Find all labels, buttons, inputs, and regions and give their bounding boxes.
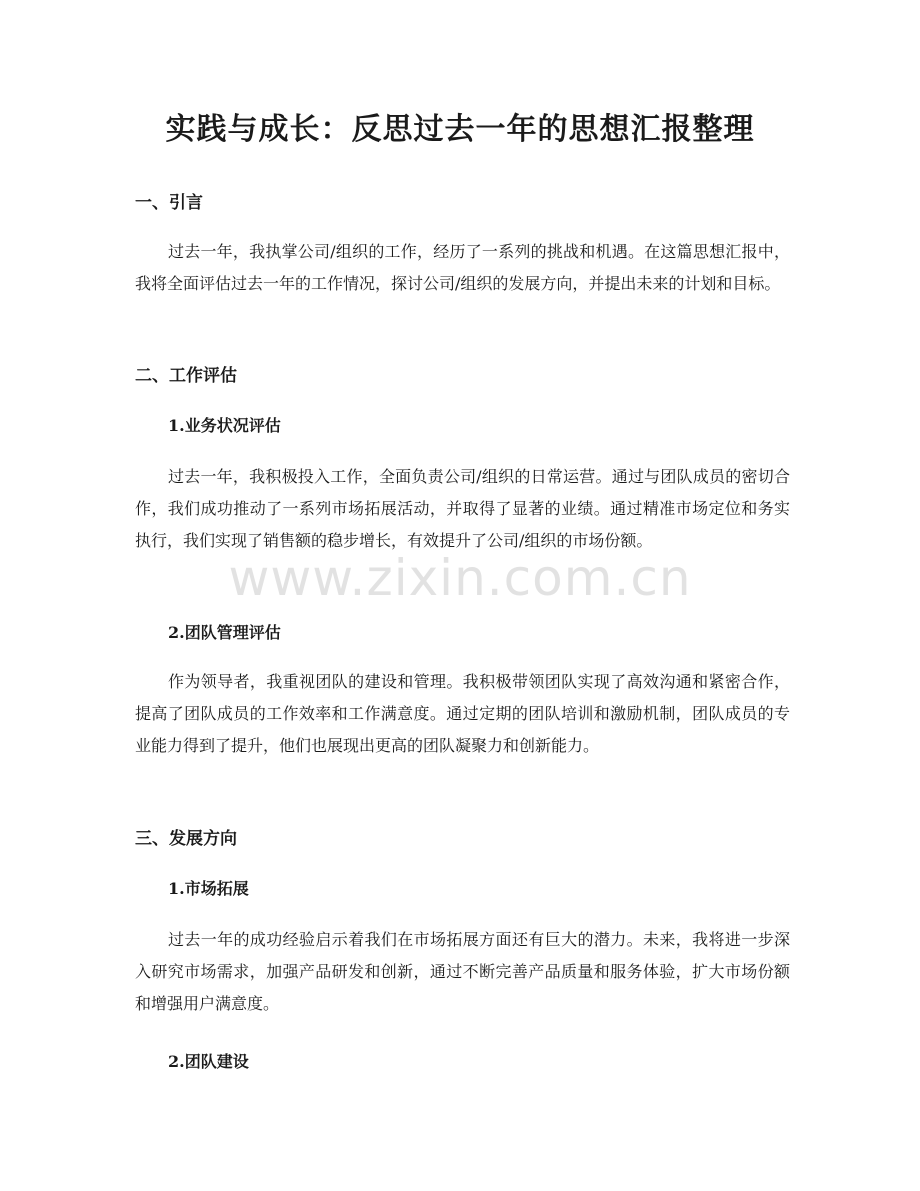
watermark: www.zixin.com.cn	[228, 549, 692, 607]
market-expansion-paragraph: 过去一年的成功经验启示着我们在市场拓展方面还有巨大的潜力。未来，我将进一步深入研究市场需求，加强产品研发和创新，通过不断完善产品质量和服务体验，扩大市场份额和增强用户满意度。	[135, 930, 790, 1013]
section-heading-development-direction: 三、发展方向	[135, 829, 237, 849]
business-evaluation-paragraph: 过去一年，我积极投入工作，全面负责公司/组织的日常运营。通过与团队成员的密切合作，我们成功推动了一系列市场拓展活动，并取得了显著的业绩。通过精准市场定位和务实执行，我们实现了销售额的稳步增长，有效提升了公司/组织的市场份额。	[135, 467, 790, 550]
section-heading-work-evaluation: 二、工作评估	[135, 366, 237, 386]
subsection-heading-market-expansion: 1.市场拓展	[168, 879, 249, 898]
introduction-paragraph: 过去一年，我执掌公司/组织的工作，经历了一系列的挑战和机遇。在这篇思想汇报中，我将全面评估过去一年的工作情况，探讨公司/组织的发展方向，并提出未来的计划和目标。	[135, 242, 790, 293]
subsection-heading-team-management: 2.团队管理评估	[168, 623, 281, 642]
subsection-heading-business-evaluation: 1.业务状况评估	[168, 416, 281, 435]
section-heading-introduction: 一、引言	[135, 193, 203, 213]
page-title: 实践与成长：反思过去一年的思想汇报整理	[165, 112, 755, 147]
subsection-heading-team-building: 2.团队建设	[168, 1052, 249, 1071]
team-management-paragraph: 作为领导者，我重视团队的建设和管理。我积极带领团队实现了高效沟通和紧密合作，提高了团队成员的工作效率和工作满意度。通过定期的团队培训和激励机制，团队成员的专业能力得到了提升，他们也展现出更高的团队凝聚力和创新能力。	[135, 672, 790, 755]
